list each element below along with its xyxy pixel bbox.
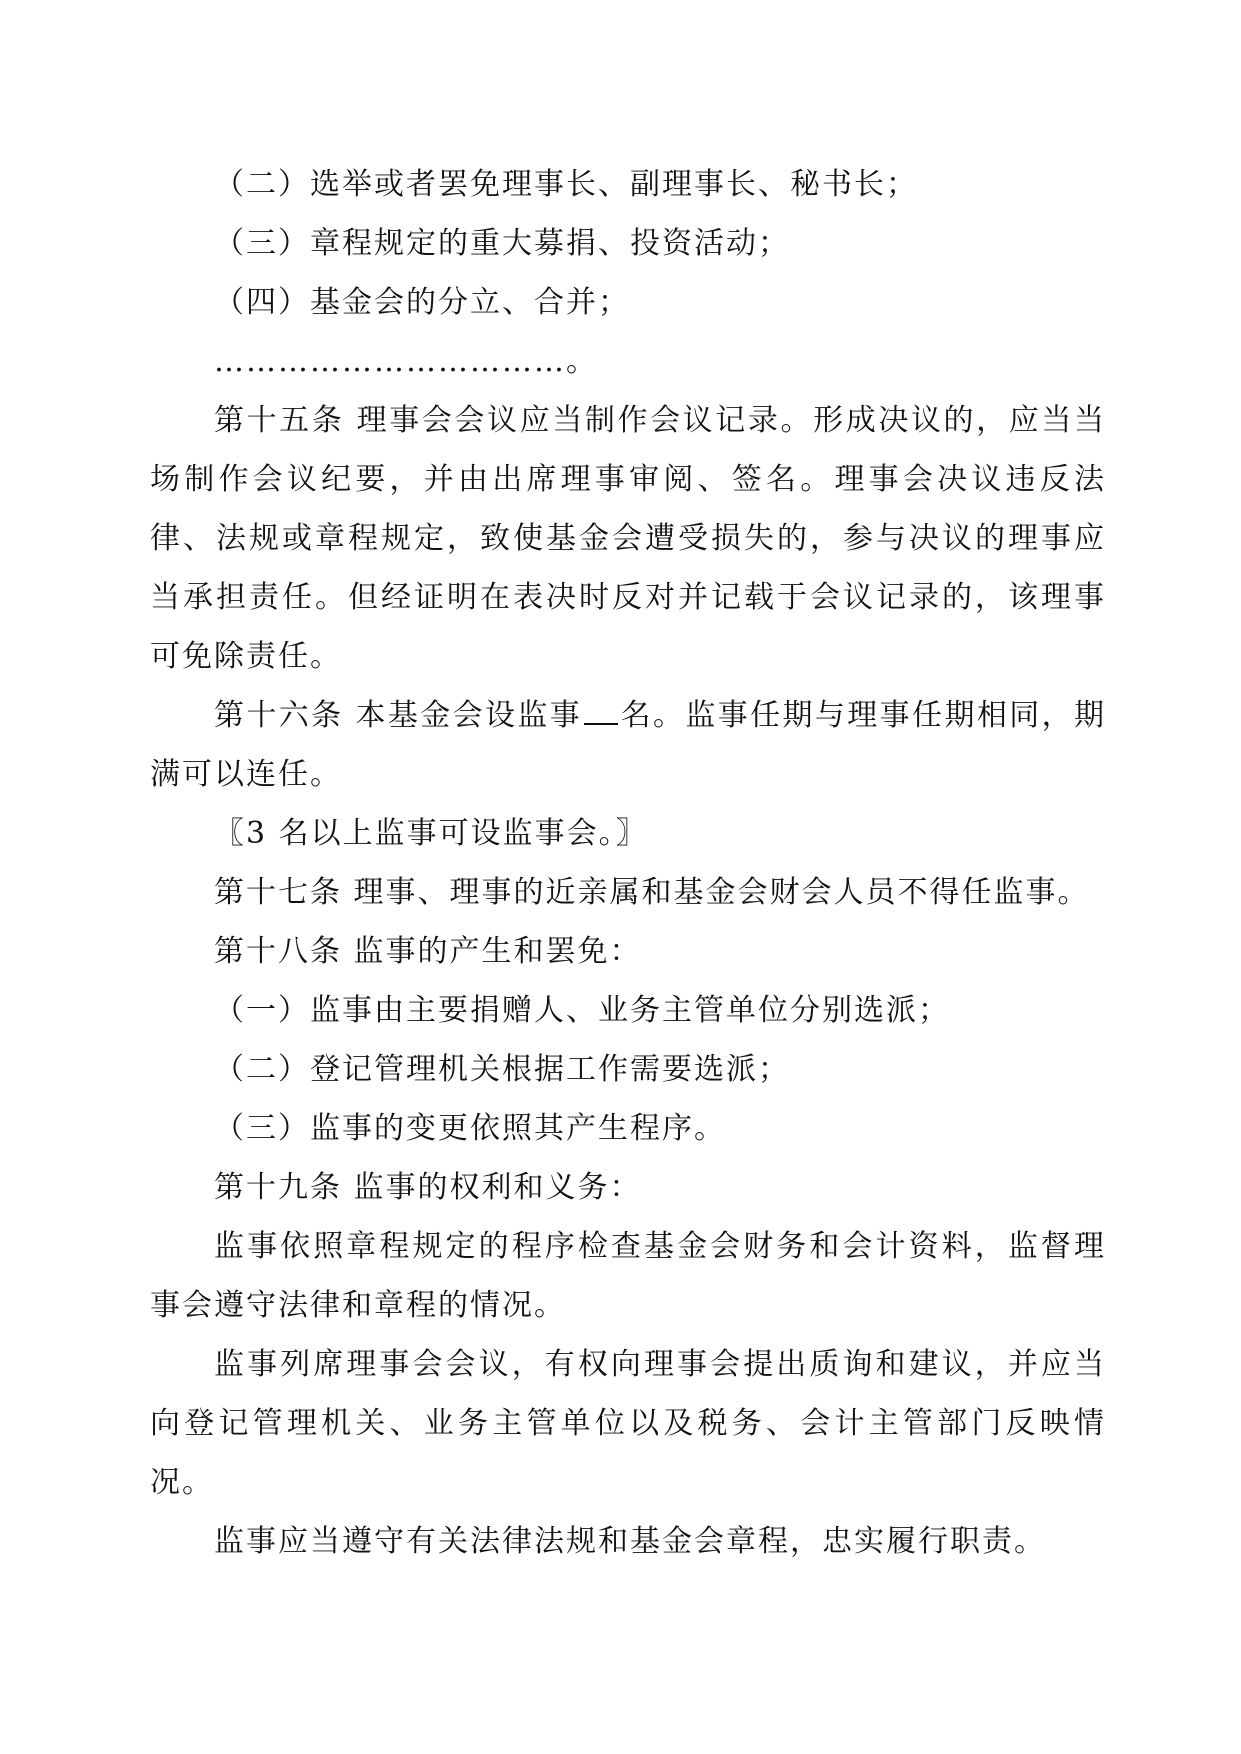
document-body [150,155,1106,1571]
article-nineteen-para-one: 监事依照章程规定的程序检查基金会财务和会计资料，监督理事会遵守法律和章程的情况。 [150,1229,1106,1323]
article-nineteen-para-two: 监事列席理事会会议，有权向理事会提出质询和建议，并应当向登记管理机关、业务主管单位以及税务、会计主管部门反映情况。 [150,1347,1106,1500]
fill-in-blank [584,697,618,725]
article-nineteen: 第十九条 监事的权利和义务： [214,1170,642,1205]
article-eighteen-item-two: （二）登记管理机关根据工作需要选派； [214,1052,790,1087]
item-two: （二）选举或者罢免理事长、副理事长、秘书长； [214,167,918,202]
article-eighteen-item-one: （一）监事由主要捐赠人、业务主管单位分别选派； [214,993,950,1028]
article-seventeen: 第十七条 理事、理事的近亲属和基金会财会人员不得任监事。 [214,875,1090,910]
item-four: （四）基金会的分立、合并； [214,285,630,320]
ellipsis-line: ……………………………。 [214,344,598,379]
article-nineteen-para-three: 监事应当遵守有关法律法规和基金会章程，忠实履行职责。 [214,1524,1046,1559]
article-sixteen [150,686,1106,804]
article-sixteen-after: 名。监事任期与理事任期相同，期满可以连任。 [150,698,1106,792]
item-three: （三）章程规定的重大募捐、投资活动； [214,226,790,261]
article-fifteen: 第十五条 理事会会议应当制作会议记录。形成决议的，应当当场制作会议纪要，并由出席理事审阅、签名。理事会决议违反法律、法规或章程规定，致使基金会遭受损失的，参与决议的理事应当承担责任。但经证明在表决时反对并记载于会议记录的，该理事可免除责任。 [150,403,1106,674]
article-eighteen-item-three: （三）监事的变更依照其产生程序。 [214,1111,726,1146]
supervisor-board-note: 〖3 名以上监事可设监事会。〗 [214,816,648,851]
article-sixteen-before: 第十六条 本基金会设监事 [214,698,583,733]
article-eighteen: 第十八条 监事的产生和罢免： [214,934,642,969]
